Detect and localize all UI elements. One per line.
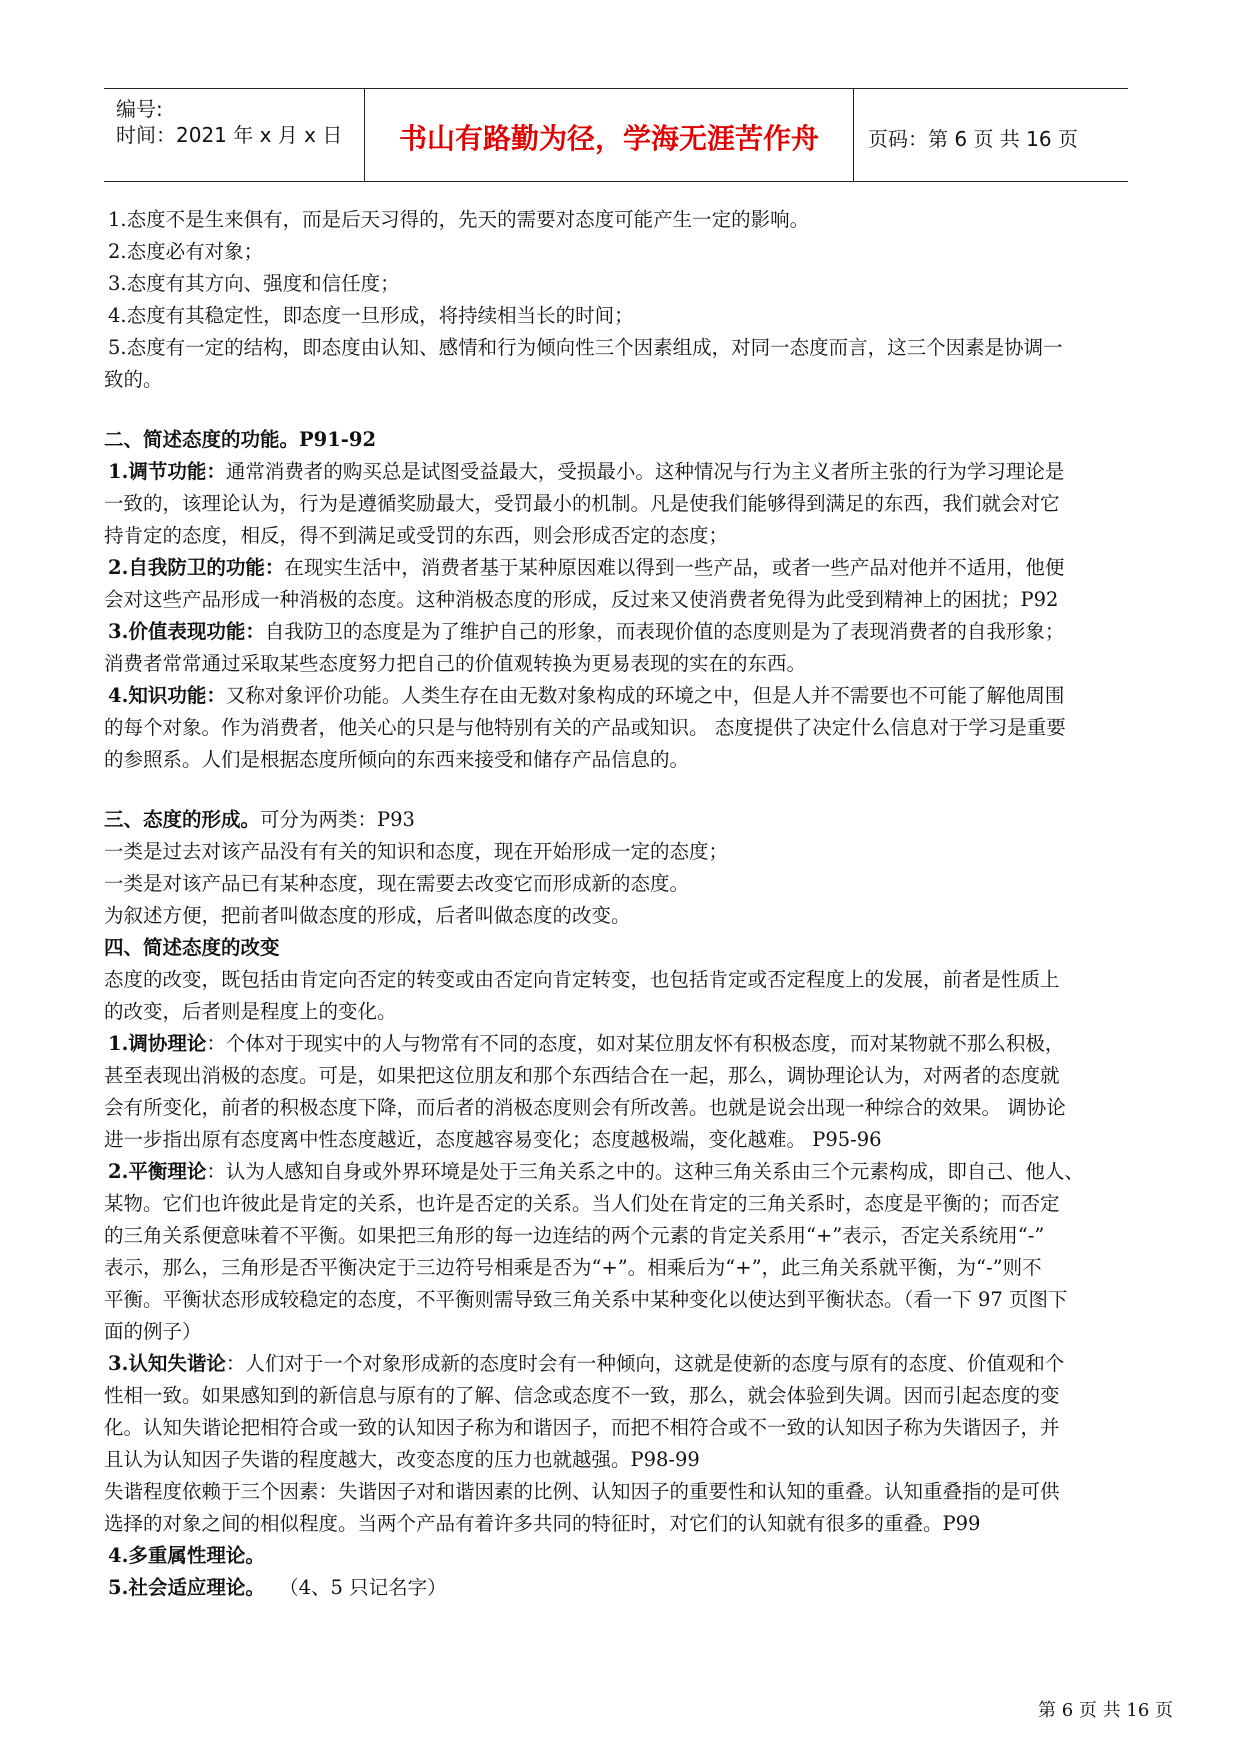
item-text: ：认为人感知自身或外界环境是处于三角关系之中的。这种三角关系由三个元素构成，即自己、他人、 <box>206 1160 1084 1183</box>
item-text-line: 的参照系。人们是根据态度所倾向的东西来接受和储存产品信息的。 <box>104 748 690 771</box>
item-label: 2.自我防卫的功能： <box>108 556 285 579</box>
section4-item <box>104 1348 1174 1380</box>
section2-item <box>104 616 1174 648</box>
section1-item: 3.态度有其方向、强度和信任度； <box>108 272 400 295</box>
section4-intro-line: 态度的改变，既包括由肯定向否定的转变或由否定向肯定转变，也包括肯定或否定程度上的发展，前者是性质上 <box>104 968 1060 991</box>
section4-extra-line: 选择的对象之间的相似程度。当两个产品有着许多共同的特征时，对它们的认知就有很多的重叠。P99 <box>104 1512 981 1535</box>
section1-item: 2.态度必有对象； <box>108 240 264 263</box>
item-text-line: 某物。它们也许彼此是肯定的关系，也许是否定的关系。当人们处在肯定的三角关系时，态度是平衡的；而否定 <box>104 1192 1060 1215</box>
header-page-info: 页码：第 6 页 共 16 页 <box>868 127 1078 151</box>
item-text-line: 会有所变化，前者的积极态度下降，而后者的消极态度则会有所改善。也就是说会出现一种综合的效果。 调协论 <box>104 1096 1066 1119</box>
document-time-label: 时间：2021 年 x 月 x 日 <box>116 123 343 147</box>
item-label: 4.知识功能： <box>108 684 226 707</box>
section4-heading: 四、简述态度的改变 <box>104 936 280 959</box>
section3-line: 一类是对该产品已有某种态度，现在需要去改变它而形成新的态度。 <box>104 872 690 895</box>
item-text: 又称对象评价功能。人类生存在由无数对象构成的环境之中，但是人并不需要也不可能了解他周围 <box>225 684 1065 707</box>
item-label: 2.平衡理论 <box>108 1160 207 1183</box>
section2-heading: 二、简述态度的功能。P91-92 <box>104 428 377 451</box>
item-text-line: 的每个对象。作为消费者，他关心的只是与他特别有关的产品或知识。 态度提供了决定什么信息对于学习是重要 <box>104 716 1066 739</box>
section1-item: 4.态度有其稳定性，即态度一旦形成，将持续相当长的时间； <box>108 304 634 327</box>
item-text: ：人们对于一个对象形成新的态度时会有一种倾向，这就是使新的态度与原有的态度、价值观和个 <box>225 1352 1065 1375</box>
document-body <box>104 204 1174 1604</box>
section1-list <box>104 204 1174 396</box>
item-label: 3.认知失谐论 <box>108 1352 226 1375</box>
section3 <box>104 804 1174 932</box>
item-text-line: 面的例子） <box>104 1320 202 1343</box>
section2-item <box>104 456 1174 488</box>
item-text-line: 表示，那么，三角形是否平衡决定于三边符号相乘是否为“+”。相乘后为“+”，此三角关系就平衡，为“-”则不 <box>104 1256 1042 1279</box>
section1-item-continuation: 致的。 <box>104 368 163 391</box>
section4-item <box>104 1028 1174 1060</box>
item-text-line: 甚至表现出消极的态度。可是，如果把这位朋友和那个东西结合在一起，那么，调协理论认为，对两者的态度就 <box>104 1064 1060 1087</box>
item-text-line: 平衡。平衡状态形成较稳定的态度，不平衡则需导致三角关系中某种变化以使达到平衡状态。（看一下 97 页图下 <box>104 1288 1068 1311</box>
item-label: 1.调协理论 <box>108 1032 207 1055</box>
section3-line: 为叙述方便，把前者叫做态度的形成，后者叫做态度的改变。 <box>104 904 631 927</box>
document-number-label: 编号: <box>116 97 163 121</box>
section4-item-4: 4.多重属性理论。 <box>108 1544 265 1567</box>
header-left-cell <box>104 89 364 181</box>
page-header <box>104 88 1128 182</box>
section3-heading <box>104 804 1174 836</box>
section3-heading-title: 三、态度的形成。 <box>104 808 261 831</box>
section4-intro-line: 的改变，后者则是程度上的变化。 <box>104 1000 397 1023</box>
item-text-line: 一致的，该理论认为，行为是遵循奖励最大，受罚最小的机制。凡是使我们能够得到满足的东西，我们就会对它 <box>104 492 1060 515</box>
section4 <box>104 932 1174 1604</box>
item-text-line: 持肯定的态度，相反，得不到满足或受罚的东西，则会形成否定的态度； <box>104 524 729 547</box>
page-footer: 第 6 页 共 16 页 <box>1038 1700 1173 1721</box>
header-motto: 书山有路勤为径，学海无涯苦作舟 <box>398 122 819 155</box>
item-label: 3.价值表现功能： <box>108 620 265 643</box>
section4-item <box>104 1156 1174 1188</box>
item5-note: （4、5 只记名字） <box>288 1576 447 1599</box>
item-label: 1.调节功能： <box>108 460 226 483</box>
header-right-cell <box>854 89 1128 181</box>
section2-item <box>104 680 1174 712</box>
section2-item <box>104 552 1174 584</box>
item-text-line: 消费者常常通过采取某些态度努力把自己的价值观转换为更易表现的实在的东西。 <box>104 652 807 675</box>
section1-item: 5.态度有一定的结构，即态度由认知、感情和行为倾向性三个因素组成，对同一态度而言，这三个因素是协调一 <box>108 336 1063 359</box>
section4-item-5 <box>104 1572 1174 1604</box>
item-text-line: 进一步指出原有态度离中性态度越近，态度越容易变化；态度越极端，变化越难。 P95-96 <box>104 1128 882 1151</box>
item-text: ：个体对于现实中的人与物常有不同的态度，如对某位朋友怀有积极态度，而对某物就不那么积极， <box>206 1032 1065 1055</box>
item-text-line: 的三角关系便意味着不平衡。如果把三角形的每一边连结的两个元素的肯定关系用“+”表示，否定关系统用“-” <box>104 1224 1045 1247</box>
section3-line: 一类是过去对该产品没有有关的知识和态度，现在开始形成一定的态度； <box>104 840 729 863</box>
header-middle-cell <box>364 89 854 181</box>
item-text-line: 且认为认知因子失谐的程度越大，改变态度的压力也就越强。P98-99 <box>104 1448 700 1471</box>
section3-heading-note: 可分为两类：P93 <box>260 808 415 831</box>
item-text-line: 性相一致。如果感知到的新信息与原有的了解、信念或态度不一致，那么，就会体验到失调。因而引起态度的变 <box>104 1384 1060 1407</box>
item-text-line: 会对这些产品形成一种消极的态度。这种消极态度的形成，反过来又使消费者免得为此受到精神上的困扰；P92 <box>104 588 1059 611</box>
section1-item: 1.态度不是生来俱有，而是后天习得的，先天的需要对态度可能产生一定的影响。 <box>108 208 810 231</box>
item-text: 自我防卫的态度是为了维护自己的形象，而表现价值的态度则是为了表现消费者的自我形象； <box>264 620 1065 643</box>
item-label: 5.社会适应理论。 <box>108 1576 265 1599</box>
item-text: 通常消费者的购买总是试图受益最大，受损最小。这种情况与行为主义者所主张的行为学习理论是 <box>225 460 1065 483</box>
section2 <box>104 424 1174 776</box>
item-text-line: 化。认知失谐论把相符合或一致的认知因子称为和谐因子，而把不相符合或不一致的认知因子称为失谐因子，并 <box>104 1416 1060 1439</box>
item-text: 在现实生活中，消费者基于某种原因难以得到一些产品，或者一些产品对他并不适用，他便 <box>284 556 1065 579</box>
section4-extra-line: 失谐程度依赖于三个因素：失谐因子对和谐因素的比例、认知因子的重要性和认知的重叠。认知重叠指的是可供 <box>104 1480 1060 1503</box>
